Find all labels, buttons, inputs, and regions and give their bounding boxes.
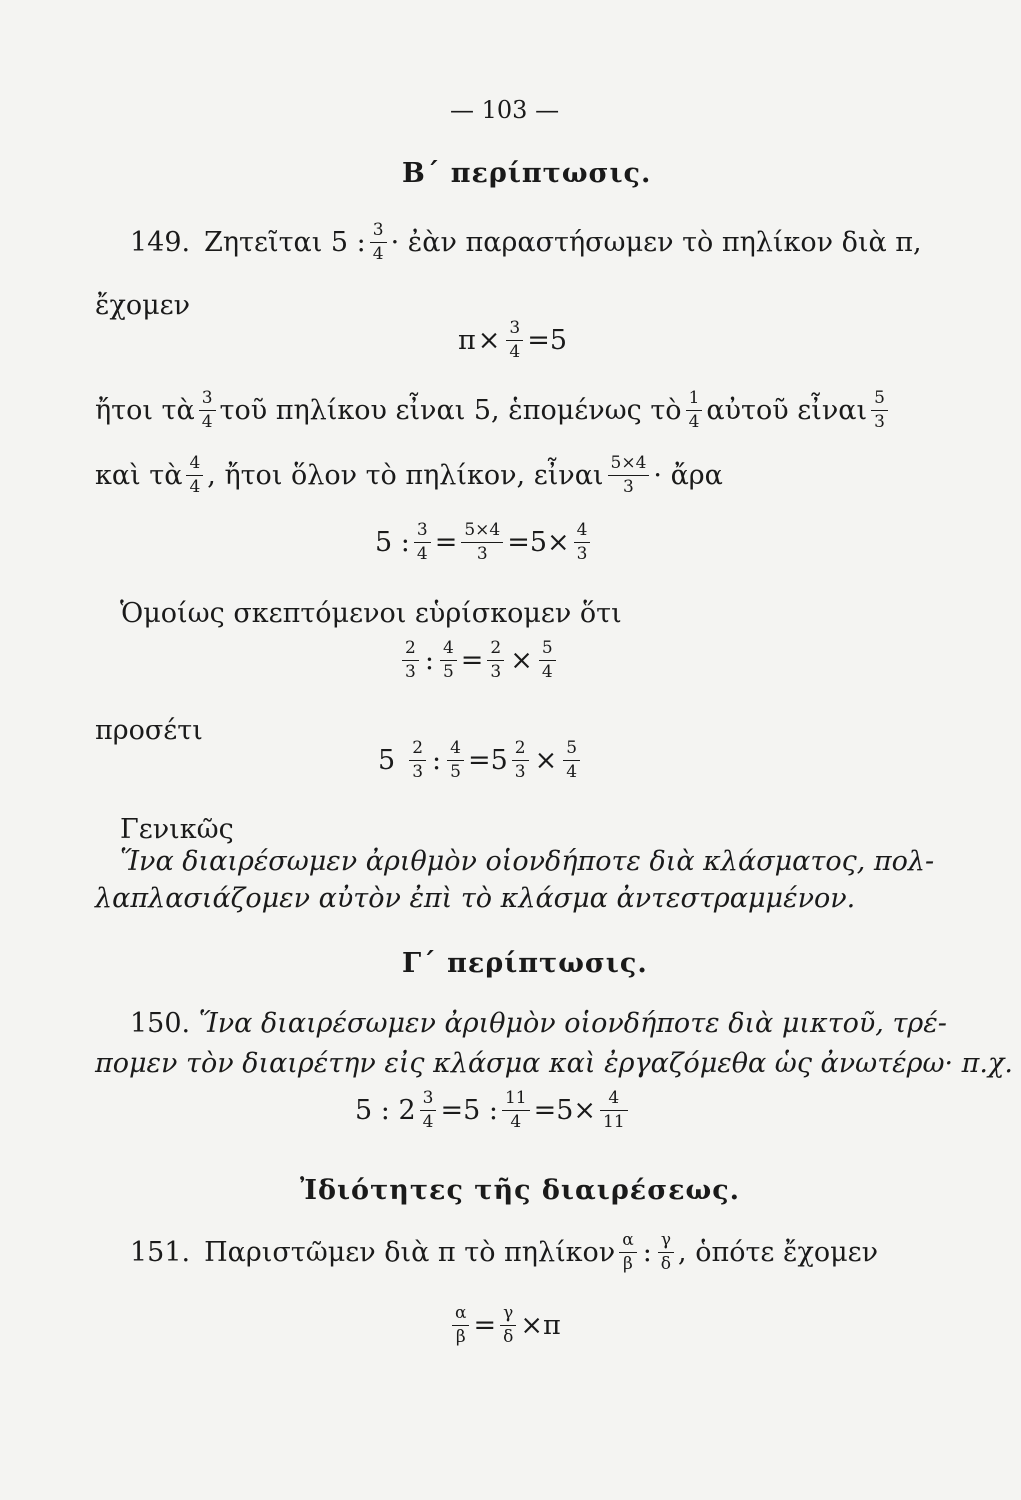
fraction-gamma-delta: $\frac{\gamma}{\delta}$ [500,1305,516,1346]
pi-symbol: π [458,325,476,356]
fraction-4-4: 4 4 [186,455,203,496]
fraction-5-4: $\frac{5}{4}$ [539,640,556,681]
equation-4 [378,740,584,781]
fraction-gamma-delta: γ δ [658,1232,674,1273]
equation-rhs: =5 [527,325,568,356]
fraction-4-5: $\frac{4}{5}$ [440,640,457,681]
fraction-3-4: $\frac{3}{4}$ [414,522,431,563]
whole-number: 5 [378,745,396,776]
section-heading-b: Β΄ περίπτωσις. [402,158,652,189]
text-span: · ἄρα [653,460,723,491]
paragraph-150-line2: πομεν τὸν διαιρέτην εἰς κλάσμα καὶ ἐργαζόμεθα ὡς ἀνωτέρω· π.χ. [95,1048,1013,1079]
text-line-similarly: Ὁμοίως σκεπτόμενοι εὑρίσκομεν ὅτι [120,598,622,629]
fraction-4-5: $\frac{4}{5}$ [447,740,464,781]
paragraph-number-150: 150. [130,1008,191,1039]
paragraph-text: Ζητεῖται 5 : [204,227,366,258]
fraction-3-4: $\frac{3}{4}$ [506,320,523,361]
equation-5 [355,1090,632,1131]
text-span: αὐτοῦ εἶναι [706,395,868,426]
text-span: ἤτοι τὰ [95,395,195,426]
text-line-b [95,455,723,496]
fraction-2-3: $\frac{2}{3}$ [512,740,529,781]
text-generally: Γενικῶς [120,814,234,845]
equation-2 [375,522,594,563]
fraction-3-4: $\frac{3}{4}$ [420,1090,437,1131]
equals-sign: = [473,1310,497,1341]
equals-sign: = [434,527,458,558]
equation-6 [448,1305,561,1346]
paragraph-149-line1 [130,222,922,263]
equation-part: =5 [467,745,508,776]
fraction-4-11: $\frac{4}{11}$ [600,1090,628,1131]
times-sign: × [534,745,558,776]
equation-lhs: 5 : 2 [355,1095,416,1126]
colon-sign: : [642,1237,652,1268]
text-span: τοῦ πηλίκου εἶναι 5, ἑπομένως τὸ [219,395,682,426]
equation-1 [458,320,567,361]
times-sign: × [477,325,501,356]
paragraph-text: , ὁπότε ἔχομεν [678,1237,879,1268]
rule-text-line1: Ἵνα διαιρέσωμεν ἀριθμὸν οἱονδήποτε διὰ κλάσματος, πολ- [120,846,935,877]
paragraph-text: Παριστῶμεν διὰ π τὸ πηλίκον [204,1237,616,1268]
paragraph-150-line1 [130,1010,947,1037]
times-sign: × [510,645,533,676]
equation-part: =5 : [440,1095,498,1126]
fraction-3-4: 3 4 [199,390,216,431]
text-span: , ἤτοι ὅλον τὸ πηλίκον, εἶναι [207,460,604,491]
equation-part: =5× [507,527,570,558]
equation-3 [398,640,560,681]
equals-sign: = [460,645,484,676]
equation-part: ×π [520,1310,561,1341]
fraction-5-4: $\frac{5}{4}$ [563,740,580,781]
fraction-3-4: 3 4 [370,222,387,263]
colon-sign: : [424,645,434,676]
page-number: — 103 — [450,96,560,124]
paragraph-text: · ἐὰν παραστήσωμεν τὸ πηλίκον διὰ π, [390,227,922,258]
fraction-5-3: 5 3 [871,390,888,431]
text-besides: προσέτι [95,715,203,746]
fraction-5x4-3: 5×4 3 [608,455,650,496]
fraction-2-3: $\frac{2}{3}$ [487,640,504,681]
fraction-1-4: 1 4 [686,390,703,431]
fraction-alpha-beta: $\frac{\alpha}{\beta}$ [452,1305,469,1346]
colon-sign: : [432,745,442,776]
fraction-2-3: 2 3 [402,640,419,681]
paragraph-text: ἔχομεν [95,290,191,321]
equation-part: =5× [533,1095,597,1126]
paragraph-number-151: 151. [130,1237,191,1268]
paragraph-number-149: 149. [130,227,191,258]
fraction-11-4: $\frac{11}{4}$ [502,1090,530,1131]
fraction-2-3: 2 3 [409,740,426,781]
section-heading-c: Γ΄ περίπτωσις. [402,948,648,979]
paragraph-151 [130,1232,878,1273]
section-heading-properties: Ἰδιότητες τῆς διαιρέσεως. [300,1175,741,1206]
fraction-4-3: $\frac{4}{3}$ [574,522,591,563]
fraction-alpha-beta: α β [619,1232,636,1273]
text-span: καὶ τὰ [95,460,183,491]
equation-lhs: 5 : [375,527,410,558]
fraction-5x4-3: $\frac{5\times 4}{3}$ [461,522,503,563]
paragraph-text: Ἵνα διαιρέσωμεν ἀριθμὸν οἱονδήποτε διὰ μικτοῦ, τρέ- [198,1008,947,1039]
text-line-a [95,390,892,431]
rule-text-line2: λαπλασιάζομεν αὐτὸν ἐπὶ τὸ κλάσμα ἀντεστραμμένον. [95,883,856,914]
